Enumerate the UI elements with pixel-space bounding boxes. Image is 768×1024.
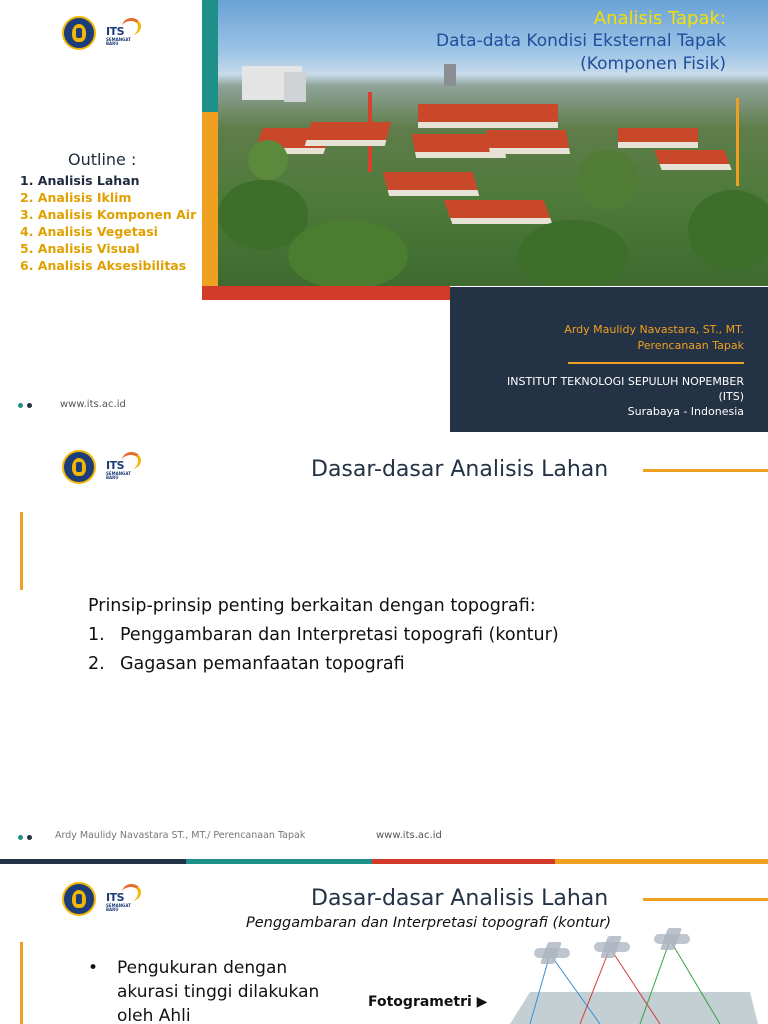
outline-item: 2. Analisis Iklim (20, 190, 132, 205)
diagram-label: Fotogrametri ▶ (368, 994, 488, 1010)
accent-bar-red (202, 286, 450, 300)
outline-item: 1. Analisis Lahan (20, 173, 140, 188)
logo-group (62, 16, 140, 50)
slide-subtitle: Penggambaran dan Interpretasi topografi (kontur) (246, 915, 612, 931)
title-line-1: Analisis Tapak: (593, 8, 726, 29)
author-name: Ardy Maulidy Navastara, ST., MT. (564, 323, 744, 336)
content-slide-partial (0, 864, 768, 1024)
bullet-text: Pengukuran dengan akurasi tinggi dilakukan oleh Ahli (117, 958, 320, 1024)
left-accent-line (20, 512, 23, 590)
photo-accent-line (736, 98, 739, 186)
slide-dots (18, 403, 32, 408)
title-slide (0, 0, 768, 432)
airplane-icon (654, 934, 690, 944)
slide-dots (18, 835, 32, 840)
outline-item: 3. Analisis Komponen Air (20, 207, 197, 222)
its-seal-logo (62, 450, 96, 484)
its-semangat-baru-logo: ITS SEMANGAT BARU (106, 450, 140, 484)
course-name: Perencanaan Tapak (637, 339, 744, 352)
airplane-icon (594, 942, 630, 952)
list-item: 2. Gagasan pemanfaatan topografi (88, 654, 405, 674)
bullet-marker: • (88, 958, 99, 978)
play-arrow-icon: ▶ (476, 994, 488, 1010)
accent-strip-orange (202, 112, 218, 286)
its-semangat-baru-logo: ITS SEMANGAT BARU (106, 16, 140, 50)
left-accent-line (20, 942, 23, 1024)
outline-item: 6. Analisis Aksesibilitas (20, 258, 187, 273)
institution-block (507, 374, 744, 419)
outline-item: 5. Analisis Visual (20, 241, 140, 256)
footer-url[interactable]: www.its.ac.id (60, 399, 126, 410)
institution-line-1: INSTITUT TEKNOLOGI SEPULUH NOPEMBER (507, 375, 744, 388)
footer-author: Ardy Maulidy Navastara ST., MT./ Perencanaan Tapak (55, 830, 306, 841)
content-slide (0, 432, 768, 864)
list-item: 1. Penggambaran dan Interpretasi topografi (kontur) (88, 625, 559, 645)
photogrammetry-diagram (490, 932, 768, 1024)
its-seal-logo (62, 16, 96, 50)
logo-group (62, 882, 140, 916)
title-accent-line (643, 898, 768, 901)
airplane-icon (534, 948, 570, 958)
slide-title-block (436, 8, 726, 76)
title-accent-line (643, 469, 768, 472)
title-line-3: (Komponen Fisik) (580, 54, 726, 74)
footer-url[interactable]: www.its.ac.id (376, 830, 442, 841)
author-divider (568, 362, 744, 364)
accent-strip-teal (202, 0, 218, 112)
outline-list (20, 172, 196, 274)
institution-line-2: (ITS) (718, 390, 744, 403)
logo-group (62, 450, 140, 484)
outline-heading: Outline : (68, 150, 137, 169)
title-line-2: Data-data Kondisi Eksternal Tapak (435, 31, 726, 51)
slide-title: Dasar-dasar Analisis Lahan (311, 886, 609, 911)
slide-title: Dasar-dasar Analisis Lahan (311, 457, 609, 482)
institution-line-3: Surabaya - Indonesia (627, 405, 744, 418)
intro-text: Prinsip-prinsip penting berkaitan dengan topografi: (88, 596, 536, 616)
its-seal-logo (62, 882, 96, 916)
its-semangat-baru-logo: ITS SEMANGAT BARU (106, 882, 140, 916)
author-block (564, 322, 744, 354)
outline-item: 4. Analisis Vegetasi (20, 224, 158, 239)
